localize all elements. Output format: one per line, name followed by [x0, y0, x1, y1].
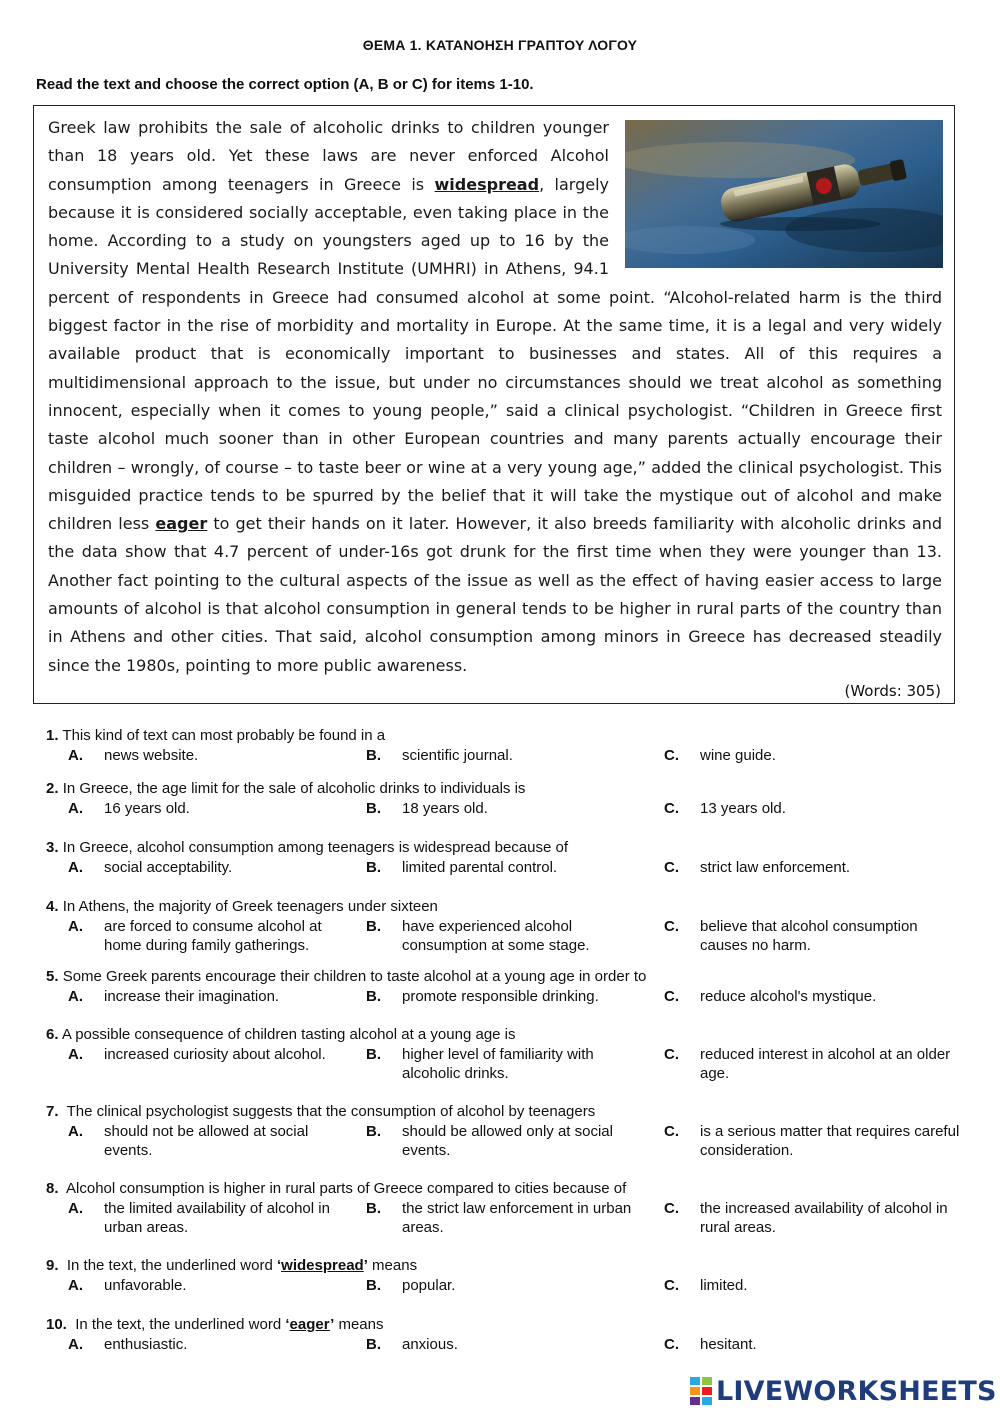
option-text: enthusiastic.: [104, 1335, 188, 1353]
question-6: [46, 1025, 956, 1085]
question-text: This kind of text can most probably be found in a: [62, 727, 386, 744]
question-number: 4.: [46, 898, 59, 915]
option-text: 18 years old.: [402, 799, 488, 817]
option-text: the limited availability of alcohol in urban areas.: [104, 1199, 330, 1236]
passage-part-3: to get their hands on it later. However, it also breeds familiarity with alcoholic drinks and the data show that 4.7 percent of under-16s got drunk for the first time when they were younger than 13. Another fact pointing to the cultural aspects of the issue as well as the effect of having easier access to large amounts of alcohol is that alcohol consumption in general tends to be higher in rural parts of the country than in Athens and other cities. That said, alcohol consumption among minors in Greece has decreased steadily since the 1980s, pointing to more public awareness.: [48, 514, 943, 675]
option-text: unfavorable.: [104, 1276, 187, 1294]
question-number: 5.: [46, 968, 59, 985]
option-letter: A.: [68, 987, 83, 1005]
option-letter: B.: [366, 987, 381, 1005]
question-text: In the text, the underlined word: [75, 1316, 286, 1333]
option-letter: A.: [68, 917, 83, 935]
option-letter: A.: [68, 1045, 83, 1063]
underlined-word-eager: eager: [155, 514, 208, 534]
question-stem: [46, 1256, 956, 1276]
option-letter: C.: [664, 746, 679, 764]
option-letter: C.: [664, 858, 679, 876]
option-text: wine guide.: [700, 746, 776, 764]
question-stem: [46, 967, 956, 987]
option-letter: A.: [68, 1276, 83, 1294]
option-letter: B.: [366, 746, 381, 764]
option-letter: B.: [366, 1045, 381, 1063]
question-stem: [46, 897, 956, 917]
option-text: limited.: [700, 1276, 748, 1294]
question-stem: [46, 1025, 956, 1045]
question-8: [46, 1179, 956, 1239]
passage-part-1: Greek law prohibits the sale of alcoholic drinks to children younger than 18 years old. Yet these laws are never enforced Alcohol consumption among teenagers in Greece is: [48, 118, 609, 194]
liveworksheets-logo-icon: [690, 1377, 712, 1405]
question-text-end: means: [367, 1257, 418, 1274]
question-number: 3.: [46, 839, 59, 856]
option-letter: B.: [366, 1199, 381, 1217]
instructions: Read the text and choose the correct option (A, B or C) for items 1-10.: [36, 76, 534, 93]
question-text: In Greece, alcohol consumption among teenagers is widespread because of: [62, 839, 568, 856]
option-letter: B.: [366, 799, 381, 817]
question-text: In Greece, the age limit for the sale of alcoholic drinks to individuals is: [62, 780, 526, 797]
question-stem: [46, 779, 956, 799]
question-number: 10.: [46, 1316, 67, 1333]
question-number: 2.: [46, 780, 59, 797]
question-9: [46, 1256, 956, 1316]
option-letter: A.: [68, 1122, 83, 1140]
option-text: have experienced alcohol consumption at some stage.: [402, 917, 590, 954]
option-text: should not be allowed at social events.: [104, 1122, 309, 1159]
option-text: anxious.: [402, 1335, 458, 1353]
option-letter: B.: [366, 917, 381, 935]
quoted-word: ‘eager’: [285, 1316, 335, 1333]
question-10: [46, 1315, 956, 1375]
question-stem: [46, 726, 956, 746]
option-text: believe that alcohol consumption causes no harm.: [700, 917, 918, 954]
option-letter: C.: [664, 799, 679, 817]
option-text: promote responsible drinking.: [402, 987, 599, 1005]
option-text: the increased availability of alcohol in rural areas.: [700, 1199, 948, 1236]
option-text: reduce alcohol's mystique.: [700, 987, 877, 1005]
word-count: (Words: 305): [844, 682, 941, 700]
question-text: A possible consequence of children tasting alcohol at a young age is: [61, 1026, 516, 1043]
question-number: 9.: [46, 1257, 59, 1274]
option-letter: B.: [366, 1276, 381, 1294]
question-5: [46, 967, 956, 1027]
underlined-word-widespread: widespread: [434, 174, 540, 194]
question-number: 6.: [46, 1026, 59, 1043]
option-text: 16 years old.: [104, 799, 190, 817]
option-text: should be allowed only at social events.: [402, 1122, 613, 1159]
passage-part-2: , largely because it is considered socially acceptable, even taking place in the home. According to a study on youngsters aged up to 16 by the University Mental Health Research Institute (UMHRI) in Athens, 94.1 percent of respondents in Greece had consumed alcohol at some point. “Alcohol-related harm is the third biggest factor in the rise of morbidity and mortality in Europe. At the same time, it is a legal and very widely available product that is economically important to businesses and states. All of this requires a multidimensional approach to the issue, but under no circumstances should we treat alcohol as something innocent, especially when it comes to young people,” said a clinical psychologist. “Children in Greece first taste alcohol much sooner than in other European countries and many parents actually encourage their children – wrongly, of course – to taste beer or wine at a very young age,” added the clinical psychologist. This misguided practice tends to be spurred by the belief that it will take the mystique out of alcohol and make children less: [48, 174, 942, 534]
question-stem: [46, 1315, 956, 1335]
option-text: are forced to consume alcohol at home during family gatherings.: [104, 917, 322, 954]
question-1: [46, 726, 956, 786]
option-text: reduced interest in alcohol at an older age.: [700, 1045, 951, 1082]
option-text: limited parental control.: [402, 858, 558, 876]
reading-passage-box: [33, 105, 955, 704]
question-stem: [46, 1102, 956, 1122]
option-text: 13 years old.: [700, 799, 786, 817]
question-2: [46, 779, 956, 839]
question-stem: [46, 838, 956, 858]
option-letter: A.: [68, 746, 83, 764]
option-letter: A.: [68, 1199, 83, 1217]
quoted-word: ‘widespread’: [277, 1257, 368, 1274]
liveworksheets-logo[interactable]: [690, 1373, 997, 1409]
option-letter: B.: [366, 1335, 381, 1353]
option-text: is a serious matter that requires careful consideration.: [700, 1122, 960, 1159]
option-letter: B.: [366, 858, 381, 876]
bottle-in-water-image: [625, 120, 943, 268]
option-text: hesitant.: [700, 1335, 757, 1353]
option-letter: B.: [366, 1122, 381, 1140]
question-text-end: means: [334, 1316, 384, 1333]
option-letter: C.: [664, 917, 679, 935]
option-text: increased curiosity about alcohol.: [104, 1045, 326, 1063]
option-letter: C.: [664, 1199, 679, 1217]
page-title: ΘΕΜΑ 1. ΚΑΤΑΝΟΗΣΗ ΓΡΑΠΤΟΥ ΛΟΓΟΥ: [362, 37, 638, 53]
option-letter: A.: [68, 799, 83, 817]
option-letter: A.: [68, 1335, 83, 1353]
option-text: increase their imagination.: [104, 987, 280, 1005]
underlined-word: widespread: [281, 1257, 364, 1274]
option-letter: C.: [664, 987, 679, 1005]
option-text: the strict law enforcement in urban areas.: [402, 1199, 632, 1236]
option-letter: C.: [664, 1045, 679, 1063]
option-text: popular.: [402, 1276, 456, 1294]
option-text: strict law enforcement.: [700, 858, 851, 876]
underlined-word: eager: [289, 1316, 331, 1333]
option-letter: C.: [664, 1335, 679, 1353]
passage-text: [48, 114, 942, 680]
option-letter: C.: [664, 1276, 679, 1294]
question-number: 8.: [46, 1180, 59, 1197]
option-text: news website.: [104, 746, 199, 764]
option-text: social acceptability.: [104, 858, 233, 876]
question-text: In Athens, the majority of Greek teenagers under sixteen: [62, 898, 438, 915]
option-text: higher level of familiarity with alcoholic drinks.: [402, 1045, 594, 1082]
question-text: The clinical psychologist suggests that the consumption of alcohol by teenagers: [66, 1103, 596, 1120]
question-text: Some Greek parents encourage their children to taste alcohol at a young age in order to: [62, 968, 647, 985]
liveworksheets-logo-text: LIVEWORKSHEETS: [716, 1375, 997, 1407]
question-number: 7.: [46, 1103, 59, 1120]
question-number: 1.: [46, 727, 59, 744]
option-letter: A.: [68, 858, 83, 876]
question-3: [46, 838, 956, 898]
question-stem: [46, 1179, 956, 1199]
option-text: scientific journal.: [402, 746, 513, 764]
question-4: [46, 897, 956, 957]
option-letter: C.: [664, 1122, 679, 1140]
question-text: Alcohol consumption is higher in rural parts of Greece compared to cities because of: [66, 1180, 627, 1197]
question-text: In the text, the underlined word: [66, 1257, 277, 1274]
question-7: [46, 1102, 960, 1162]
